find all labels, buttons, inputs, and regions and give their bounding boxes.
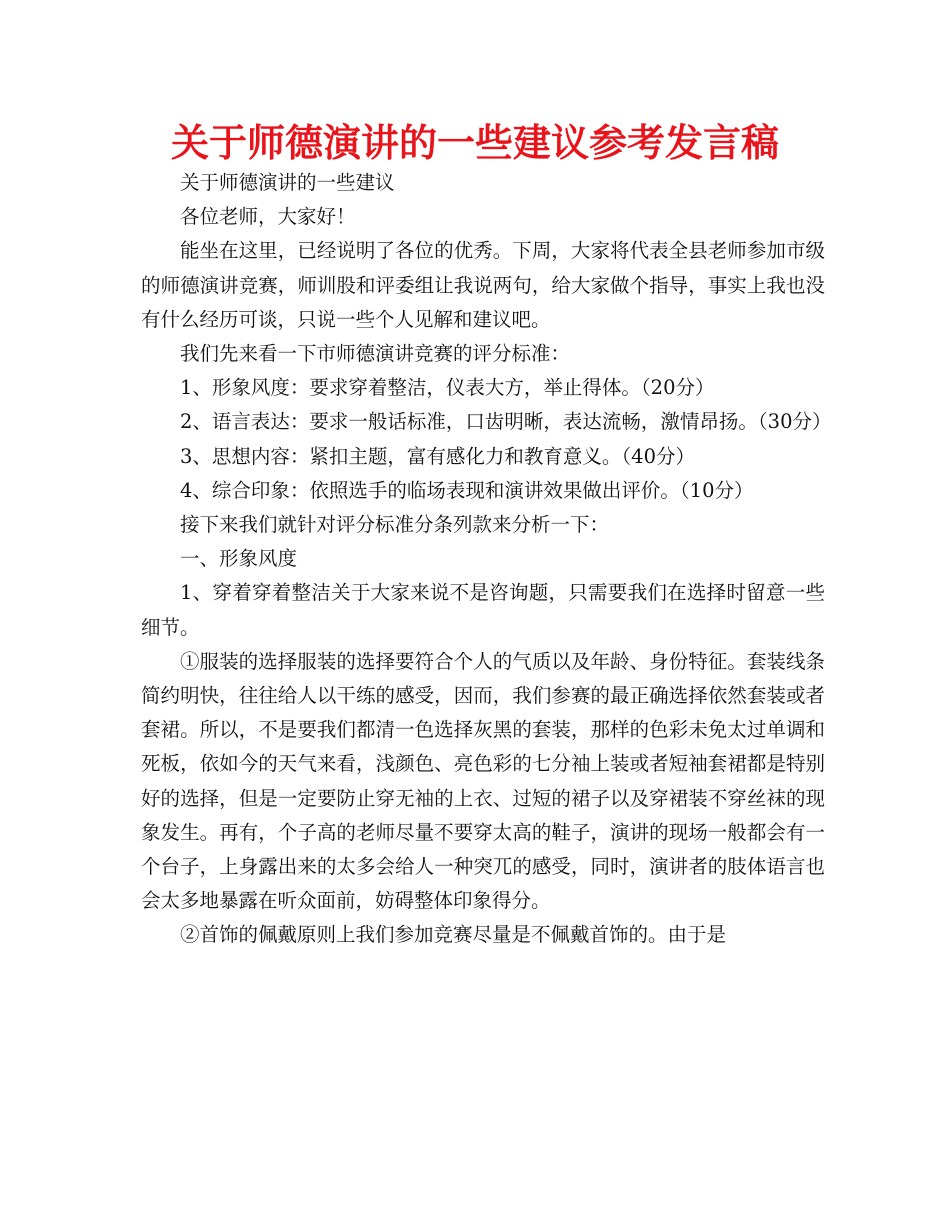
clothing-choice-paragraph: ①服装的选择服装的选择要符合个人的气质以及年龄、身份特征。套装线条简约明快，往往给人以干练的感受，因而，我们参赛的最正确选择依然套装或者套裙。所以，不是要我们都清一色选择灰黑的套装，那样的色彩未免太过单调和死板，依如今的天气来看，浅颜色、亮色彩的七分袖上装或者短袖套裙都是特别好的选择，但是一定要防止穿无袖的上衣、过短的裙子以及穿裙装不穿丝袜的现象发生。再有，个子高的老师尽量不要穿太高的鞋子，演讲的现场一般都会有一个台子，上身露出来的太多会给人一种突兀的感受，同时，演讲者的肢体语言也会太多地暴露在听众面前，妨碍整体印象得分。 [141,649,825,913]
jewelry-paragraph: ②首饰的佩戴原则上我们参加竞赛尽量是不佩戴首饰的。由于是 [180,923,727,947]
criterion-4-paragraph: 4、综合印象：依照选手的临场表现和演讲效果做出评价。（10分） [180,478,754,502]
criterion-2-paragraph: 2、语言表达：要求一般话标准，口齿明晰，表达流畅，激情昂扬。（30分） [180,410,832,434]
criteria-heading-paragraph: 我们先来看一下市师德演讲竞赛的评分标准： [180,342,571,366]
document-body [141,166,832,953]
greeting-paragraph: 各位老师，大家好！ [180,205,356,229]
section-heading-appearance: 一、形象风度 [180,547,298,571]
subtitle-paragraph: 关于师德演讲的一些建议 [180,171,395,194]
criterion-1-paragraph: 1、形象风度：要求穿着整洁，仪表大方，举止得体。（20分） [180,376,715,400]
document-title: 关于师德演讲的一些建议参考发言稿 [170,121,779,165]
dress-paragraph: 1、穿着穿着整洁关于大家来说不是咨询题，只需要我们在选择时留意一些细节。 [141,581,825,639]
analysis-intro-paragraph: 接下来我们就针对评分标准分条列款来分析一下： [180,513,610,537]
intro-paragraph: 能坐在这里，已经说明了各位的优秀。下周，大家将代表全县老师参加市级的师德演讲竞赛，师训股和评委组让我说两句，给大家做个指导，事实上我也没有什么经历可谈，只说一些个人见解和建议吧。 [141,239,825,331]
criterion-3-paragraph: 3、思想内容：紧扣主题，富有感化力和教育意义。（40分） [180,444,695,468]
